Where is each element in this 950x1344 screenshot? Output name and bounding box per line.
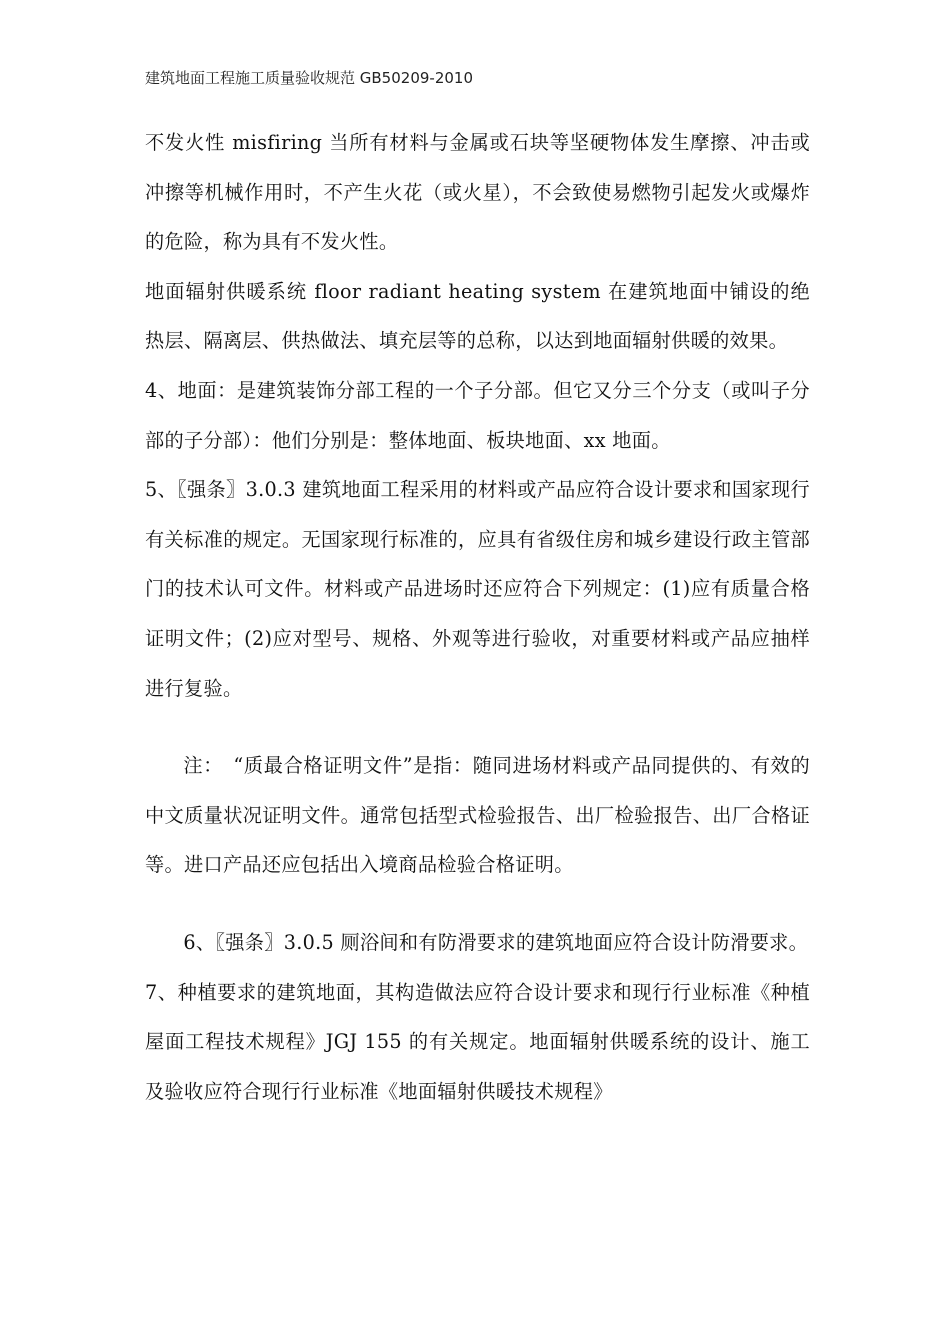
paragraph-misfiring: 不发火性 misfiring 当所有材料与金属或石块等坚硬物体发生摩擦、冲击或冲擦等机械作用时，不产生火花（或火星），不会致使易燃物引起发火或爆炸的危险，称为具有不发火性。 [145,131,810,254]
document-body [145,118,810,1116]
paragraph-item-6: 6、〖强条〗3.0.5 厕浴间和有防滑要求的建筑地面应符合设计防滑要求。 [183,930,809,954]
paragraph-item-7: 7、种植要求的建筑地面，其构造做法应符合设计要求和现行行业标准《种植屋面工程技术规程》JGJ 155 的有关规定。地面辐射供暖系统的设计、施工及验收应符合现行行业标准《地面辐射供暖技术规程》 [145,980,810,1103]
page-header: 建筑地面工程施工质量验收规范 GB50209-2010 [145,69,473,87]
paragraph-item-4: 4、地面：是建筑装饰分部工程的一个子分部。但它又分三个分支（或叫子分部的子分部）：他们分别是：整体地面、板块地面、xx 地面。 [145,378,810,452]
paragraph-note: 注： “质最合格证明文件”是指：随同进场材料或产品同提供的、有效的中文质量状况证明文件。通常包括型式检验报告、出厂检验报告、出厂合格证等。进口产品还应包括出入境商品检验合格证明。 [145,754,810,877]
paragraph-item-5: 5、〖强条〗3.0.3 建筑地面工程采用的材料或产品应符合设计要求和国家现行有关标准的规定。无国家现行标准的，应具有省级住房和城乡建设行政主管部门的技术认可文件。材料或产品进场时还应符合下列规定：(1)应有质量合格证明文件；(2)应对型号、规格、外观等进行验收，对重要材料或产品应抽样进行复验。 [145,478,810,700]
paragraph-floor-radiant-heating: 地面辐射供暖系统 floor radiant heating system 在建筑地面中铺设的绝热层、隔离层、供热做法、填充层等的总称，以达到地面辐射供暖的效果。 [145,279,810,353]
